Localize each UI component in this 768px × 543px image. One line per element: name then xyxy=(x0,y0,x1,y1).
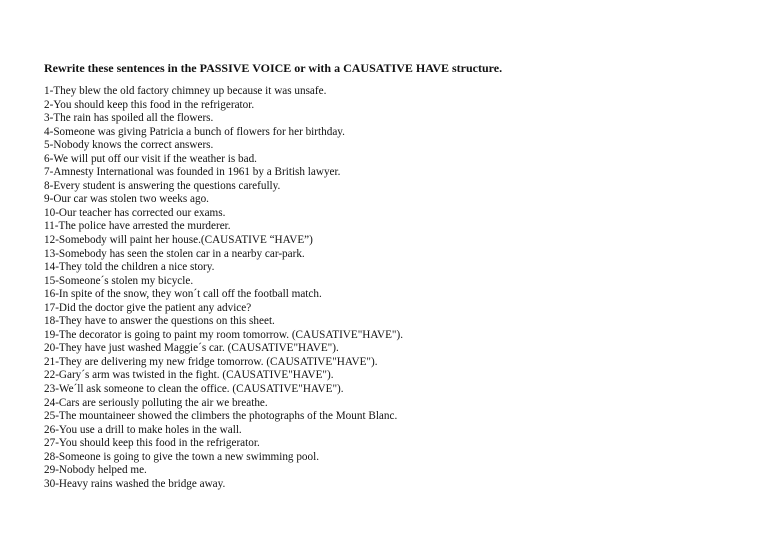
sentence-item: 1-They blew the old factory chimney up because it was unsafe. xyxy=(44,85,327,97)
sentence-item: 29-Nobody helped me. xyxy=(44,464,147,477)
sentence-item: 6-We will put off our visit if the weather is bad. xyxy=(44,152,257,165)
sentence-item: 19-The decorator is going to paint my room tomorrow. (CAUSATIVE"HAVE"). xyxy=(44,328,403,341)
sentence-item: 11-The police have arrested the murderer. xyxy=(44,220,231,233)
sentence-item: 25-The mountaineer showed the climbers the photographs of the Mount Blanc. xyxy=(44,410,398,423)
sentence-item: 2-You should keep this food in the refrigerator. xyxy=(44,98,255,111)
sentence-item: 9-Our car was stolen two weeks ago. xyxy=(44,193,209,206)
sentence-item: 24-Cars are seriously polluting the air we breathe. xyxy=(44,396,268,409)
sentence-item: 12-Somebody will paint her house.(CAUSATIVE “HAVE”) xyxy=(44,234,313,247)
sentence-item: 21-They are delivering my new fridge tomorrow. (CAUSATIVE"HAVE"). xyxy=(44,355,378,368)
sentence-item: 22-Gary´s arm was twisted in the fight. (CAUSATIVE"HAVE"). xyxy=(44,369,334,382)
sentence-item: 4-Someone was giving Patricia a bunch of flowers for her birthday. xyxy=(44,125,345,138)
sentence-item: 16-In spite of the snow, they won´t call off the football match. xyxy=(44,288,322,301)
sentence-item: 27-You should keep this food in the refrigerator. xyxy=(44,437,260,450)
sentence-item: 18-They have to answer the questions on this sheet. xyxy=(44,315,275,328)
sentence-item: 13-Somebody has seen the stolen car in a nearby car-park. xyxy=(44,247,305,260)
sentence-item: 15-Someone´s stolen my bicycle. xyxy=(44,274,194,287)
worksheet-title: Rewrite these sentences in the PASSIVE VOICE or with a CAUSATIVE HAVE structure. xyxy=(44,61,503,75)
sentence-item: 3-The rain has spoiled all the flowers. xyxy=(44,112,214,125)
sentence-item: 17-Did the doctor give the patient any advice? xyxy=(44,301,252,314)
sentence-item: 30-Heavy rains washed the bridge away. xyxy=(44,477,226,490)
sentence-item: 5-Nobody knows the correct answers. xyxy=(44,139,214,152)
worksheet xyxy=(44,60,744,491)
sentence-item: 23-We´ll ask someone to clean the office. (CAUSATIVE"HAVE"). xyxy=(44,383,344,396)
sentence-item: 20-They have just washed Maggie´s car. (CAUSATIVE"HAVE"). xyxy=(44,342,339,355)
sentence-item: 10-Our teacher has corrected our exams. xyxy=(44,206,226,219)
sentence-list xyxy=(44,85,744,491)
sentence-item: 14-They told the children a nice story. xyxy=(44,261,215,274)
sentence-item: 26-You use a drill to make holes in the wall. xyxy=(44,423,242,436)
sentence-item: 8-Every student is answering the questions carefully. xyxy=(44,179,281,192)
sentence-item: 7-Amnesty International was founded in 1961 by a British lawyer. xyxy=(44,166,341,179)
sentence-item: 28-Someone is going to give the town a new swimming pool. xyxy=(44,450,320,463)
